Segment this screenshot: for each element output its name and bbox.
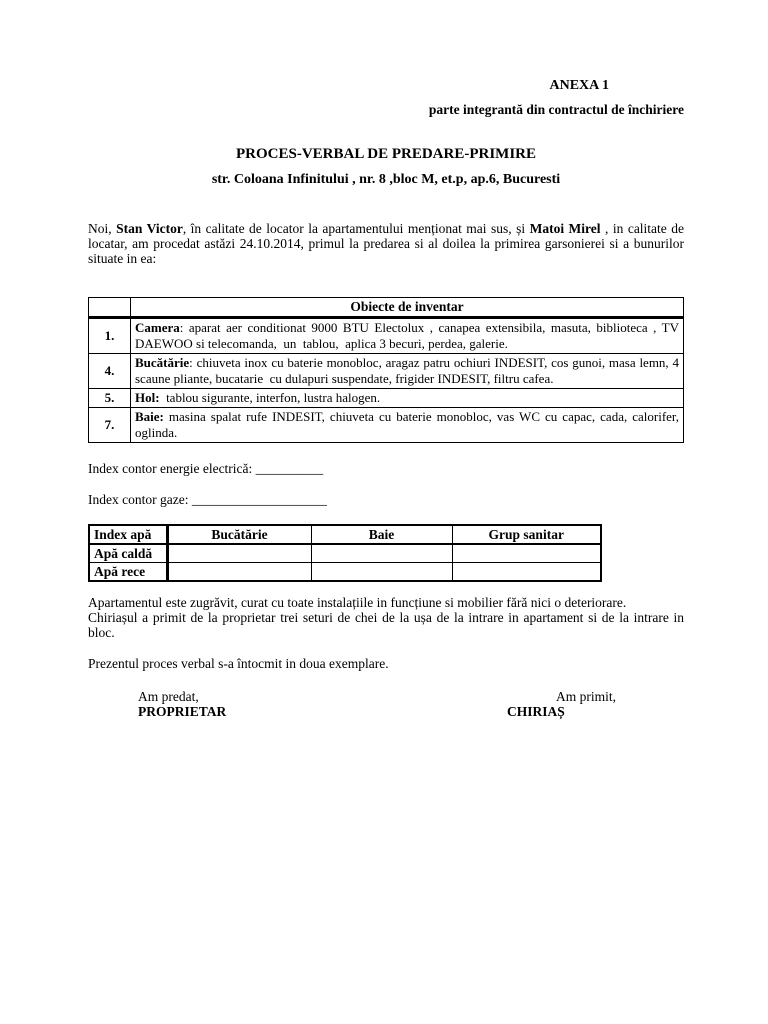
- water-cell: [452, 544, 601, 563]
- meter-gas-blank: ____________________: [191, 492, 327, 507]
- room-items: tablou sigurante, interfon, lustra halogen.: [159, 390, 381, 405]
- landlord-name: Stan Victor: [116, 221, 183, 236]
- row-number: 4.: [89, 354, 131, 389]
- table-row: [89, 408, 684, 443]
- received-label: Am primit,: [556, 689, 616, 704]
- row-content: [131, 389, 684, 408]
- intro-text-3: , in calitate de locatar, am procedat astăzi 24.10.2014, primul la predarea si al doilea la primirea garsonierei si a bunurilor situate in ea:: [88, 221, 684, 266]
- water-cell: [167, 544, 311, 563]
- meter-gas-line: [88, 492, 684, 507]
- water-header-row: [89, 525, 601, 544]
- document-address: str. Coloana Infinitului , nr. 8 ,bloc M, et.p, ap.6, Bucuresti: [211, 172, 561, 187]
- inventory-header-empty-cell: [89, 298, 131, 318]
- water-header-sanitary: Grup sanitar: [452, 525, 601, 544]
- water-cell: [452, 563, 601, 582]
- handed-over-label: Am predat,: [138, 689, 199, 704]
- condition-paragraph: Apartamentul este zugrăvit, curat cu toate instalațiile in funcțiune si mobilier fără nici o deteriorare.: [88, 595, 627, 610]
- room-items: : chiuveta inox cu baterie monobloc, aragaz patru ochiuri INDESIT, cos gunoi, masa lemn, 4 scaune pliante, bucatarie cu dulapuri suspendate, frigider INDESIT, filtru cafea.: [135, 355, 683, 386]
- water-cell: [311, 563, 452, 582]
- tenant-label: CHIRIAȘ: [507, 704, 565, 719]
- tenant-name: Matoi Mirel: [529, 221, 601, 236]
- table-row: [89, 544, 601, 563]
- keys-paragraph: Chiriașul a primit de la proprietar trei seturi de chei de la ușa de la intrare in apartament si de la intrare in bloc.: [88, 610, 684, 640]
- meter-gas-label: Index contor gaze:: [88, 492, 192, 507]
- room-label: Camera: [135, 320, 180, 335]
- meter-electric-label: Index contor energie electrică:: [88, 461, 256, 476]
- signature-left: [138, 689, 226, 719]
- title-block: [88, 147, 684, 187]
- table-row: [89, 389, 684, 408]
- water-row-label: Apă rece: [89, 563, 167, 582]
- inventory-header-row: [89, 298, 684, 318]
- row-number: 5.: [89, 389, 131, 408]
- row-content: [131, 354, 684, 389]
- annex-subtitle: parte integrantă din contractul de închiriere: [428, 102, 684, 117]
- table-row: [89, 318, 684, 354]
- annex-label: ANEXA 1: [549, 78, 609, 93]
- closing-paragraph: Prezentul proces verbal s-a întocmit in doua exemplare.: [88, 656, 389, 671]
- water-index-table: [88, 524, 602, 582]
- room-items: : aparat aer conditionat 9000 BTU Electolux , canapea extensibila, masuta, biblioteca , TV DAEWOO si telecomanda, un tablou, aplica 3 becuri, perdea, galerie.: [135, 320, 683, 351]
- document-title: PROCES-VERBAL DE PREDARE-PRIMIRE: [235, 146, 537, 162]
- meter-electric-line: [88, 461, 684, 476]
- intro-text-1: Noi,: [88, 221, 117, 236]
- signature-block: [88, 689, 684, 719]
- signature-right: [507, 689, 684, 719]
- water-header-index: Index apă: [89, 525, 167, 544]
- water-header-bath: Baie: [311, 525, 452, 544]
- room-label: Hol:: [135, 390, 160, 405]
- room-items: masina spalat rufe INDESIT, chiuveta cu baterie monobloc, vas WC cu capac, cada, calorifer, oglinda.: [135, 409, 683, 440]
- inventory-table: [88, 297, 684, 443]
- water-row-label: Apă caldă: [89, 544, 167, 563]
- room-label: Bucătărie: [135, 355, 190, 370]
- water-cell: [311, 544, 452, 563]
- table-row: [89, 563, 601, 582]
- room-label: Baie:: [135, 409, 164, 424]
- row-number: 1.: [89, 318, 131, 354]
- owner-label: PROPRIETAR: [138, 704, 227, 719]
- intro-text-2: , în calitate de locator la apartamentului menționat mai sus, și: [182, 221, 530, 236]
- annex-header: [88, 78, 684, 117]
- water-header-kitchen: Bucătărie: [167, 525, 311, 544]
- row-content: [131, 408, 684, 443]
- table-row: [89, 354, 684, 389]
- meter-electric-blank: __________: [255, 461, 324, 476]
- row-content: [131, 318, 684, 354]
- row-number: 7.: [89, 408, 131, 443]
- intro-paragraph: [88, 221, 684, 266]
- inventory-header-cell: Obiecte de inventar: [131, 298, 684, 318]
- water-cell: [167, 563, 311, 582]
